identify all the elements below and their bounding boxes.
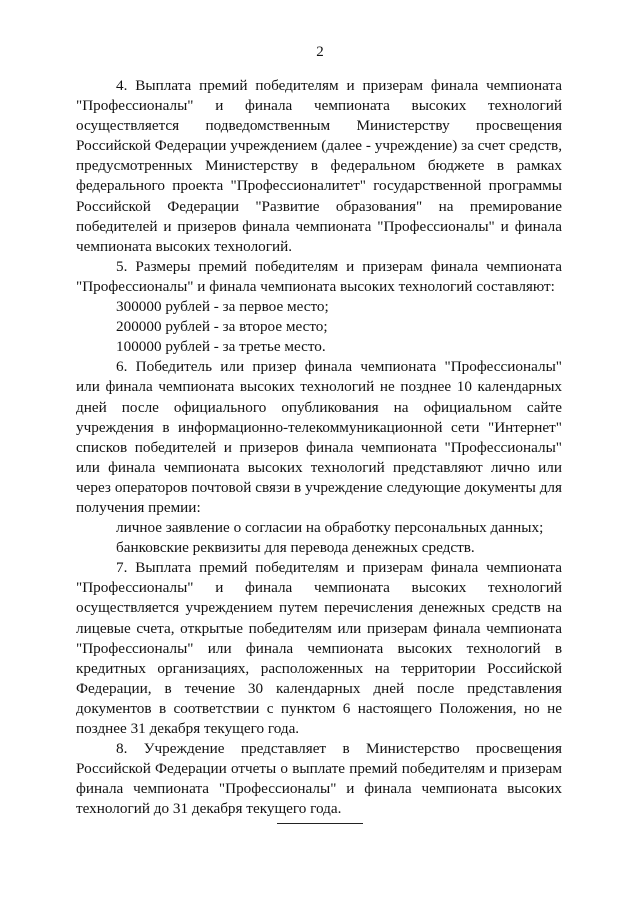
paragraph-7: 7. Выплата премий победителям и призерам финала чемпионата "Профессионалы" и финала чемпионата высоких технологий осуществляется учреждением путем перечисления денежных средств на лицевые счета, открытые победителям или призерам финала чемпионата "Профессионалы" или финала чемпионата высоких технологий в кредитных организациях, расположенных на территории Российской Федерации, в течение 30 календарных дней после представления документов в соответствии с пунктом 6 настоящего Положения, но не позднее 31 декабря текущего года. xyxy=(76,559,562,737)
document-body xyxy=(76,76,562,819)
prize-second-place: 200000 рублей - за второе место; xyxy=(116,318,328,336)
paragraph-6: 6. Победитель или призер финала чемпионата "Профессионалы" или финала чемпионата высоких технологий не позднее 10 календарных дней после официального опубликования на официальном сайте учреждения в информационно-телекоммуникационной сети "Интернет" списков победителей и призеров финала чемпионата "Профессионалы" или финала чемпионата высоких технологий представляют лично или через операторов почтовой связи в учреждение следующие документы для получения премии: xyxy=(76,358,562,516)
required-document-bank-details: банковские реквизиты для перевода денежных средств. xyxy=(116,539,475,557)
page-number: 2 xyxy=(316,44,324,60)
prize-first-place: 300000 рублей - за первое место; xyxy=(116,298,329,316)
required-document-consent: личное заявление о согласии на обработку персональных данных; xyxy=(116,519,544,537)
paragraph-8: 8. Учреждение представляет в Министерство просвещения Российской Федерации отчеты о выплате премий победителям и призерам финала чемпионата "Профессионалы" и финала чемпионата высоких технологий до 31 декабря текущего года. xyxy=(76,740,562,818)
prize-third-place: 100000 рублей - за третье место. xyxy=(116,338,326,356)
paragraph-4: 4. Выплата премий победителям и призерам финала чемпионата "Профессионалы" и финала чемпионата высоких технологий осуществляется подведомственным Министерству просвещения Российской Федерации учреждением (далее - учреждение) за счет средств, предусмотренных Министерству в федеральном бюджете в рамках федерального проекта "Профессионалитет" государственной программы Российской Федерации "Развитие образования" на премирование победителей и призеров финала чемпионата "Профессионалы" и финала чемпионата высоких технологий. xyxy=(76,77,562,255)
paragraph-5: 5. Размеры премий победителям и призерам финала чемпионата "Профессионалы" и финала чемпионата высоких технологий составляют: xyxy=(76,257,562,295)
end-separator-line xyxy=(277,823,363,824)
